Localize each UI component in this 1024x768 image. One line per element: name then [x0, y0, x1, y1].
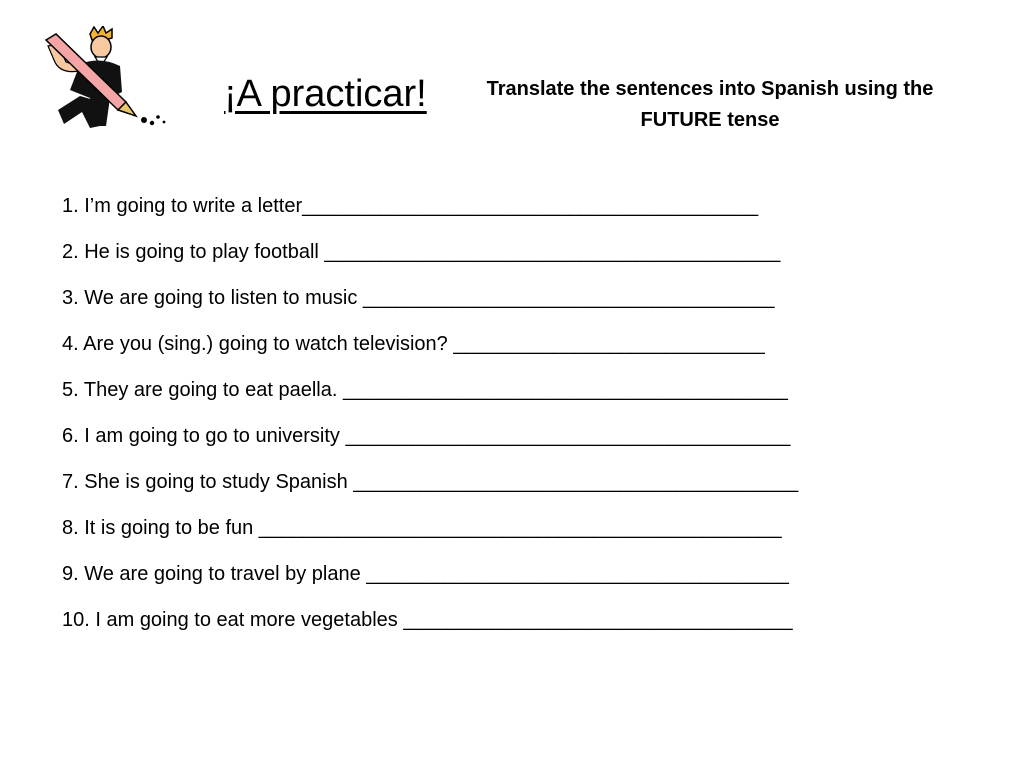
page-title: ¡A practicar! [224, 73, 427, 115]
exercise-item: 5. They are going to eat paella. ________________________________________ [62, 379, 788, 401]
exercise-item: 6. I am going to go to university ________________________________________ [62, 425, 791, 447]
exercise-list [62, 190, 798, 650]
exercise-item: 1. I’m going to write a letter_________________________________________ [62, 195, 759, 217]
writer-with-pen-icon [40, 26, 175, 134]
exercise-item: 9. We are going to travel by plane ______________________________________ [62, 563, 789, 585]
exercise-item: 10. I am going to eat more vegetables ___________________________________ [62, 609, 793, 631]
exercise-item: 4. Are you (sing.) going to watch television? ____________________________ [62, 333, 765, 355]
exercise-item: 3. We are going to listen to music _____________________________________ [62, 287, 775, 309]
exercise-item: 8. It is going to be fun _______________________________________________ [62, 517, 782, 539]
exercise-item: 2. He is going to play football _________________________________________ [62, 241, 781, 263]
instructions-text: Translate the sentences into Spanish using the FUTURE tense [486, 78, 934, 131]
exercise-item: 7. She is going to study Spanish ________________________________________ [62, 471, 799, 493]
